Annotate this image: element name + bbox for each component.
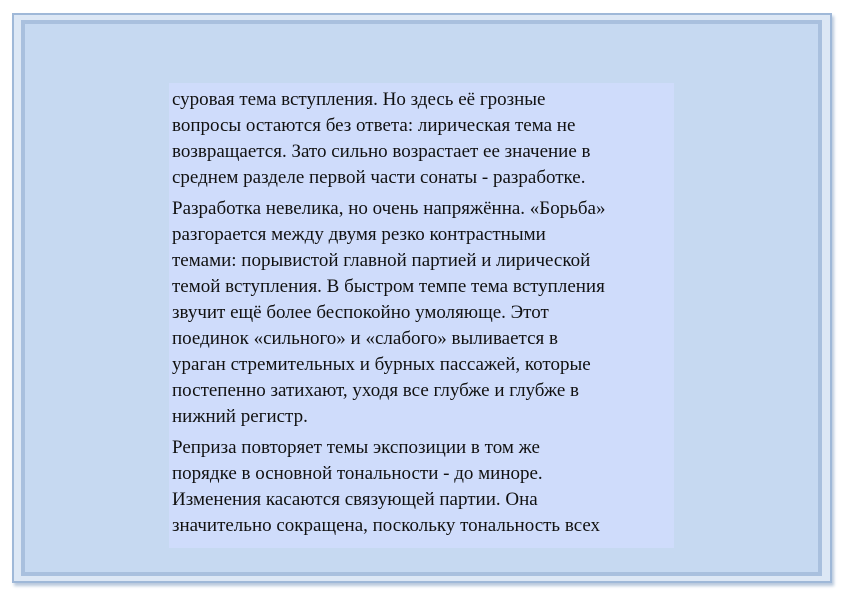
text-line: суровая тема вступления. Но здесь её грозные	[172, 89, 546, 110]
text-line: темами: порывистой главной партией и лирической	[172, 250, 591, 271]
text-line: среднем разделе первой части сонаты - разработке.	[172, 167, 586, 188]
text-line: звучит ещё более беспокойно умоляюще. Этот	[172, 302, 549, 323]
text-line: постепенно затихают, уходя все глубже и глубже в	[172, 380, 580, 401]
text-line: разгорается между двумя резко контрастными	[172, 224, 546, 245]
text-line: порядке в основной тональности - до миноре.	[172, 463, 543, 484]
text-line: возвращается. Зато сильно возрастает ее значение в	[172, 141, 591, 162]
text-line: Реприза повторяет темы экспозиции в том же	[172, 437, 540, 458]
text-line: Изменения касаются связующей партии. Она	[172, 489, 538, 510]
text-box	[169, 83, 674, 548]
text-line: поединок «сильного» и «слабого» выливается в	[172, 328, 558, 349]
text-line: вопросы остаются без ответа: лирическая тема не	[172, 115, 576, 136]
paragraph-3	[172, 435, 674, 539]
paragraph-1	[172, 87, 674, 191]
text-line: нижний регистр.	[172, 406, 308, 427]
paragraph-2	[172, 196, 674, 430]
text-line: ураган стремительных и бурных пассажей, которые	[172, 354, 591, 375]
text-line: темой вступления. В быстром темпе тема вступления	[172, 276, 605, 297]
text-line: значительно сокращена, поскольку тональность всех	[172, 515, 601, 536]
text-line: Разработка невелика, но очень напряжённа. «Борьба»	[172, 198, 606, 219]
